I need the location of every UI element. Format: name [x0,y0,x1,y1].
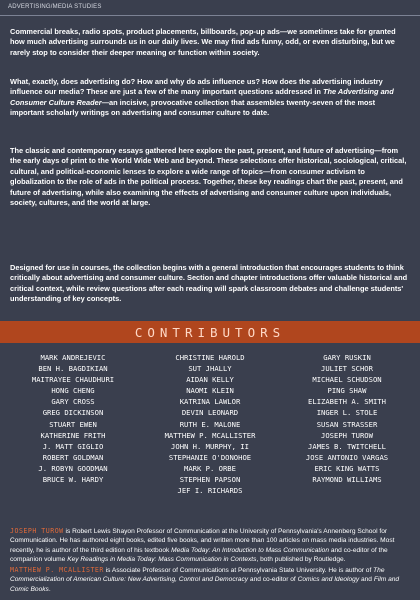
contributor-name: JOSEPH TUROW [321,430,373,440]
author-bio-turow: JOSEPH TUROW is Robert Lewis Shayon Professor of Communication at the University of Pennsylvania's Annenberg School for Communication. He has authored eight books, edited five books, and written more than 100 articles on mass media industries. Most recently, he is author of the third edition of his textbook Media Today: An Introduction to Mass Communication and co-editor of the companion volume Key Readings in Media Today: Mass Communication in Contexts, both published by Routledge. [10,527,395,564]
contributor-name: HONG CHENG [51,386,95,396]
blurb-paragraph-3: The classic and contemporary essays gathered here explore the past, present, and future of advertising—from the early days of print to the World Wide Web and beyond. These selections offer historical, sociological, critical, cultural, and political-economic lenses to explore a wide range of topics—from consumer activism to globalization to the role of ads in the political process. Together, these key readings chart the past, present, and future of advertising, while also examining the effects of advertising and consumer culture upon individuals, society, cultures, and the world at large. [10,146,407,208]
blurb-paragraph-4: Designed for use in courses, the collection begins with a general introduction that encourages students to think critically about advertising and consumer culture. Section and chapter introductions offer valuable historical and critical context, while review questions after each reading will spark classroom debates and challenge students' understanding of key concepts. [10,263,408,304]
contributors-column-1 [8,352,138,520]
contributor-name: ELIZABETH A. SMITH [308,397,386,407]
contributor-name: RAYMOND WILLIAMS [312,475,382,485]
contributor-name: GREG DICKINSON [42,408,104,418]
top-divider [0,15,420,16]
contributor-name: RUTH E. MALONE [179,419,241,429]
contributor-name: PING SHAW [327,386,367,396]
author-bio-mcallister: MATTHEW P. MCALLISTER is Associate Professor of Communications at Pennsylvania State University. He is author of The Commercialization of American Culture: New Advertising, Control and Democracy and co-editor of Comics and Ideology and Film and Comic Books. [10,566,400,593]
contributor-name: STEPHANIE O'DONOHOE [168,452,252,462]
contributor-name: BRUCE W. HARDY [42,475,104,485]
contributor-name: JAMES B. TWITCHELL [308,441,386,451]
contributors-heading: CONTRIBUTORS [134,325,286,340]
contributor-name: J. MATT GIGLIO [42,441,104,451]
contributor-name: STEPHEN PAPSON [179,475,241,485]
blurb-paragraph-1: Commercial breaks, radio spots, product placements, billboards, pop-up ads—we sometimes take for granted how much advertising surrounds us in our daily lives. We may find ads funny, odd, or even disturbing, but we rarely stop to consider their deeper meaning or function within society. [10,27,396,57]
contributor-name: JOHN H. MURPHY, II [171,441,249,451]
contributor-name: SUSAN STRASSER [316,419,378,429]
contributor-name: JOSE ANTONIO VARGAS [305,452,389,462]
contributor-name: MARK ANDREJEVIC [40,353,106,362]
blurb-paragraph-2: What, exactly, does advertising do? How and why do ads influence us? How does the advertising industry influence our media? These are just a few of the many important questions addressed in The Advertising and Consumer Culture Reader—an incisive, provocative collection that assembles twenty-seven of the most important scholarly writings on advertising and consumer culture to date. [10,77,394,118]
author-name-turow: JOSEPH TUROW [10,527,64,535]
contributor-name: MAITRAYEE CHAUDHURI [31,375,115,385]
contributor-name: MARK P. ORBE [184,463,236,473]
contributor-name: BEN H. BAGDIKIAN [38,364,108,374]
contributor-name: JULIET SCHOR [321,364,373,374]
contributors-column-2 [145,352,275,520]
contributor-name: AIDAN KELLY [186,375,234,385]
contributor-name: MATTHEW P. MCALLISTER [164,430,256,440]
contributor-name: GARY CROSS [51,397,95,407]
contributor-name: ROBERT GOLDMAN [42,452,104,462]
contributor-name: CHRISTINE HAROLD [175,353,245,362]
contributor-name: ERIC KING WATTS [314,463,380,473]
contributor-name: KATHERINE FRITH [40,430,106,440]
category-label: ADVERTISING/MEDIA STUDIES [8,4,102,10]
contributor-name: STUART EWEN [49,419,97,429]
contributor-name: SUT JHALLY [188,364,232,374]
contributor-name: GARY RUSKIN [323,353,371,362]
book-title-reference: The Advertising and Consumer Culture Reader [10,87,394,107]
contributor-name: NAOMI KLEIN [186,386,234,396]
contributor-name: MICHAEL SCHUDSON [312,375,382,385]
contributor-name: JEF I. RICHARDS [177,486,243,496]
contributor-name: J. ROBYN GOODMAN [38,463,108,473]
contributor-name: DEVIN LEONARD [181,408,239,418]
contributor-name: KATRINA LAWLOR [179,397,241,407]
contributors-list [8,352,412,520]
author-name-mcallister: MATTHEW P. MCALLISTER [10,566,104,574]
contributors-column-3 [282,352,412,520]
contributor-name: INGER L. STOLE [316,408,378,418]
